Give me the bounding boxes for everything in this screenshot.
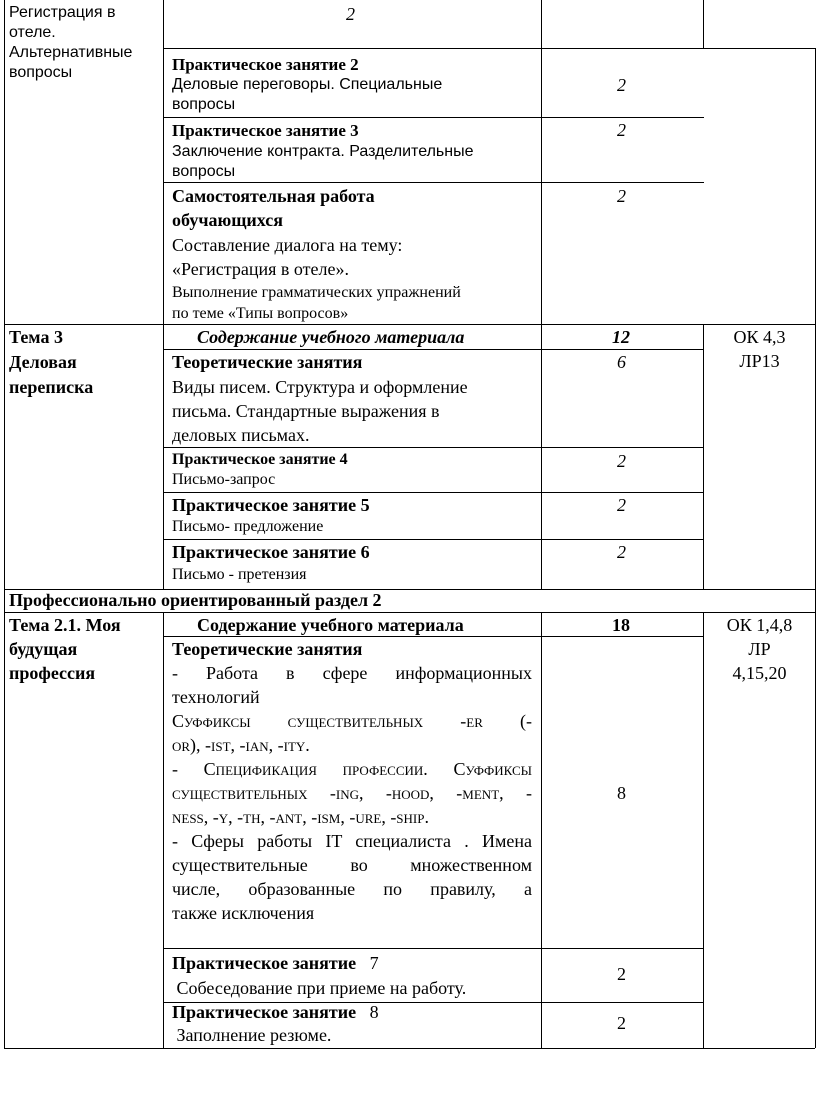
theory-title: Теоретические занятия [172,352,363,372]
hotel-topic-line: вопросы [9,64,73,81]
self-work-title: обучающихся [172,210,283,230]
topic-3-title: переписка [9,377,94,397]
rule-row1 [163,48,815,49]
table-border-col3-top [703,0,704,48]
practice-8-title-line [172,1002,379,1023]
topic-2-1-title: профессия [9,663,96,683]
rule-bottom [4,1048,815,1049]
practice-5-text: Письмо- предложение [172,518,324,535]
competence-code: ЛР13 [739,351,780,371]
topic-2-1-title: будущая [9,639,78,659]
topic-3-title: Деловая [9,352,77,372]
practice-6-title: Практическое занятие 6 [172,542,370,562]
practice-4-title: Практическое занятие 4 [172,451,348,468]
theory-text: - Спецификация профессии. Суффиксы [172,759,532,779]
table-border-col1-lower [163,612,164,1048]
practice-5-title: Практическое занятие 5 [172,495,370,515]
total-hours: 12 [612,327,630,347]
self-work-text: по теме «Типы вопросов» [172,305,349,322]
theory-text: деловых письмах. [172,425,310,445]
section-title: Профессионально ориентированный раздел 2 [9,590,382,610]
practice-4-text: Письмо-запрос [172,471,276,488]
total-hours: 18 [612,615,630,635]
rule-row2 [163,117,704,118]
rule-row10 [4,612,815,613]
table-border-col2-lower [541,612,542,1048]
practice-2-title: Практическое занятие 2 [172,55,359,74]
hotel-topic-line: отеле. [9,24,56,41]
theory-text: - Сферы работы IT специалиста . Имена [172,831,532,851]
hours-value: 2 [617,451,626,471]
topic-3-title: Тема 3 [9,327,63,347]
table-border-col2 [541,0,542,589]
competence-code: ОК 4,3 [733,327,786,347]
theory-text: or), -ist, -ian, -ity. [172,735,310,755]
theory-text: Виды писем. Структура и оформление [172,377,468,397]
rule-row4 [4,324,815,325]
rule-row11 [163,636,704,637]
practice-2-text: вопросы [172,96,236,113]
theory-text: технологий [172,687,260,707]
theory-text: существительных -ing, -hood, -ment, - [172,783,532,803]
practice-3-text: Заключение контракта. Разделительные [172,143,474,160]
self-work-title: Самостоятельная работа [172,186,375,206]
competence-code: ОК 1,4,8 [726,615,793,635]
hours-value: 6 [617,352,626,372]
practice-3-title: Практическое занятие 3 [172,121,359,140]
practice-7-title: Практическое занятие [172,953,357,973]
rule-row8 [163,539,704,540]
theory-text: письма. Стандартные выражения в [172,401,440,421]
hours-value: 2 [617,495,626,515]
self-work-text: «Регистрация в отеле». [172,259,349,279]
hours-value: 2 [617,186,626,206]
hours-value: 2 [617,1013,626,1033]
rule-row12 [163,948,704,949]
theory-text: ness, -y, -th, -ant, -ism, -ure, -ship. [172,807,429,827]
hours-value: 2 [617,120,626,140]
practice-7-title-line [172,953,379,974]
hours-value: 2 [346,4,355,24]
practice-3-text: вопросы [172,163,236,180]
hotel-topic-line: Альтернативные [9,44,133,61]
competence-code: ЛР [748,639,771,659]
rule-row7 [163,492,704,493]
hours-value: 8 [617,783,626,803]
rule-row3 [163,182,704,183]
self-work-text: Составление диалога на тему: [172,235,403,255]
theory-text: существительные во множественном [172,855,532,875]
practice-7-number: 7 [369,953,379,973]
theory-text: - Работа в сфере информационных [172,663,532,683]
practice-8-title: Практическое занятие [172,1002,357,1022]
hours-value: 2 [617,542,626,562]
theory-title: Теоретические занятия [172,639,363,659]
table-border-left [4,0,5,1048]
hours-value: 2 [617,964,626,984]
rule-row5 [163,349,704,350]
competence-code: 4,15,20 [732,663,787,683]
theory-text: Суффиксы существительных -er (- [172,711,532,731]
self-work-text: Выполнение грамматических упражнений [172,284,461,301]
practice-8-text: Заполнение резюме. [172,1025,332,1045]
theory-text: числе, образованные по правилу, а [172,879,532,899]
practice-8-number: 8 [369,1002,379,1022]
theory-text: также исключения [172,903,315,923]
table-border-col1 [163,0,164,589]
practice-2-text: Деловые переговоры. Специальные [172,76,443,93]
hotel-topic-line: Регистрация в [9,4,116,21]
practice-6-text: Письмо - претензия [172,566,307,583]
hours-value: 2 [617,75,626,95]
content-header: Содержание учебного материала [197,327,465,347]
rule-row6 [163,447,704,448]
content-header: Содержание учебного материала [197,615,464,635]
topic-2-1-title: Тема 2.1. Моя [9,615,121,635]
practice-7-text: Собеседование при приеме на работу. [172,978,467,998]
